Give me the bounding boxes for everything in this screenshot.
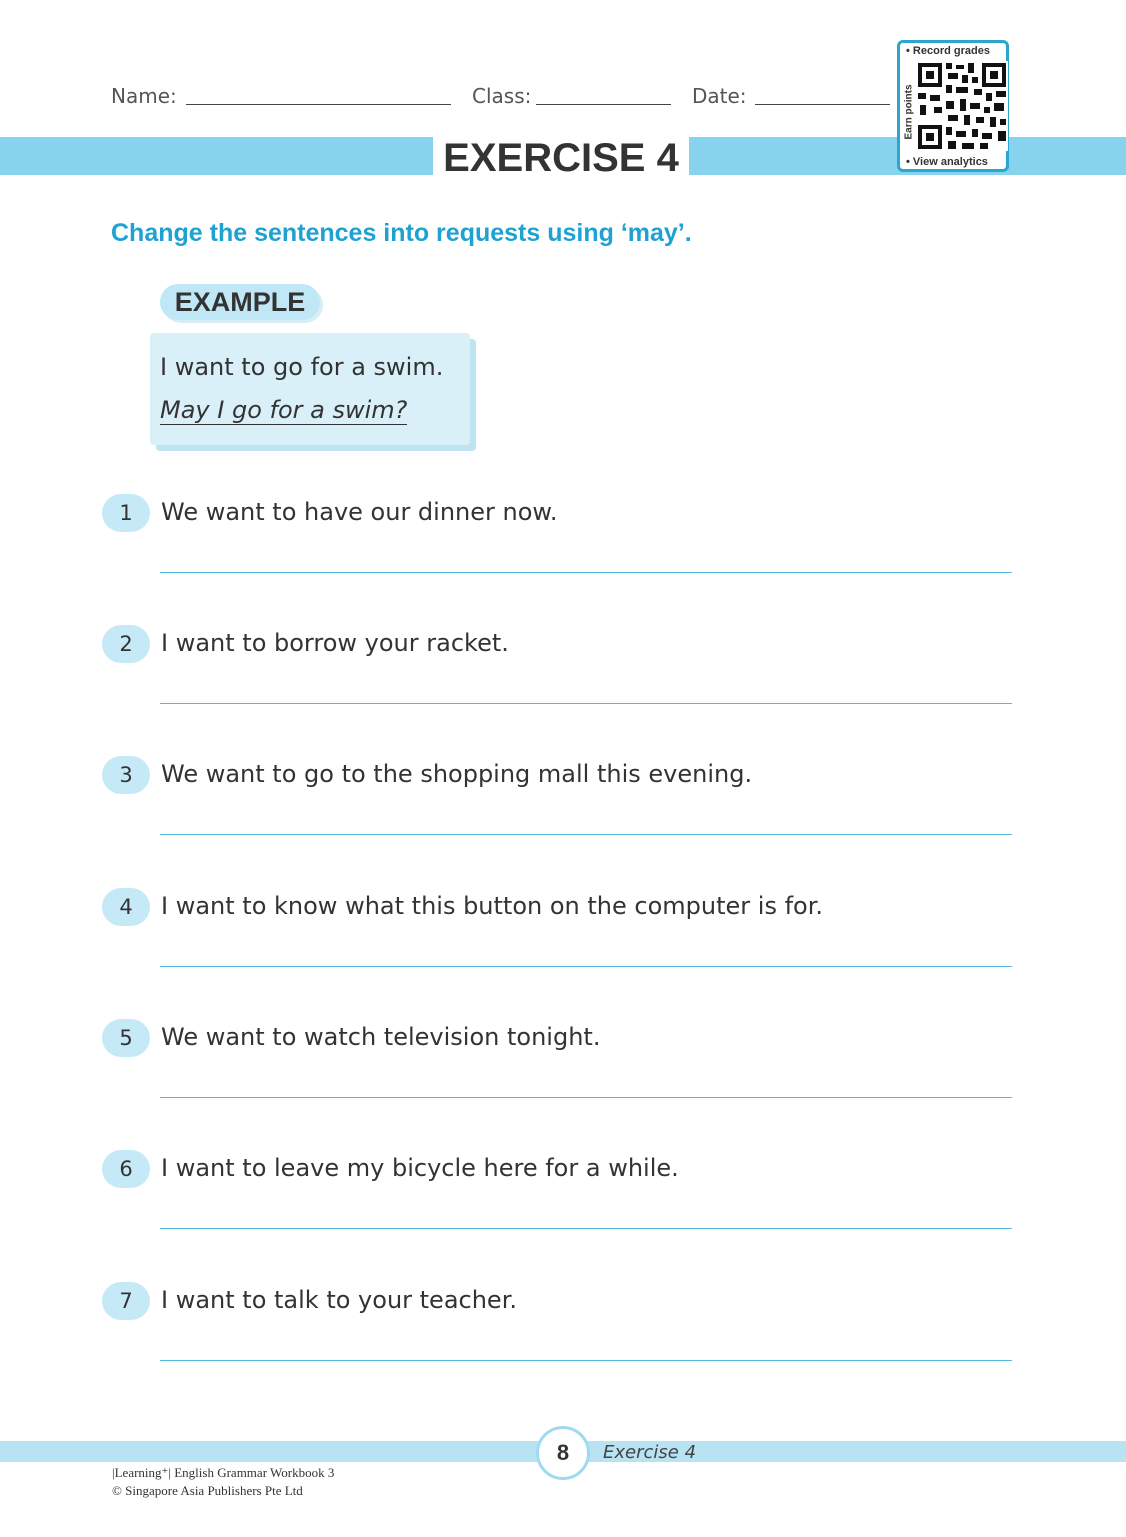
name-field[interactable] xyxy=(186,104,451,105)
example-question: I want to go for a swim. xyxy=(160,353,444,381)
answer-line[interactable] xyxy=(160,703,1012,704)
question-text: I want to borrow your racket. xyxy=(161,629,509,657)
question-number: 1 xyxy=(102,494,150,532)
answer-line[interactable] xyxy=(160,1228,1012,1229)
qr-side-label: Earn points xyxy=(903,84,915,140)
question-text: I want to know what this button on the computer is for. xyxy=(161,892,824,920)
question-text: I want to leave my bicycle here for a while. xyxy=(161,1154,679,1182)
question-text: We want to watch television tonight. xyxy=(161,1023,601,1051)
class-label: Class: xyxy=(472,84,532,108)
page-number: 8 xyxy=(536,1426,590,1480)
exercise-title: EXERCISE 4 xyxy=(433,133,689,183)
question-number: 2 xyxy=(102,625,150,663)
answer-line[interactable] xyxy=(160,572,1012,573)
title-band-left xyxy=(0,137,433,175)
answer-line[interactable] xyxy=(160,1097,1012,1098)
copyright: © Singapore Asia Publishers Pte Ltd xyxy=(112,1483,303,1498)
question-number: 7 xyxy=(102,1282,150,1320)
qr-bottom-label: • View analytics xyxy=(906,156,988,168)
date-label: Date: xyxy=(692,84,747,108)
question-number: 6 xyxy=(102,1150,150,1188)
answer-line[interactable] xyxy=(160,966,1012,967)
example-tab: EXAMPLE xyxy=(160,284,320,320)
book-title: |Learning⁺| English Grammar Workbook 3 xyxy=(112,1465,335,1480)
class-field[interactable] xyxy=(536,104,671,105)
date-field[interactable] xyxy=(755,104,890,105)
question-number: 5 xyxy=(102,1019,150,1057)
question-text: We want to go to the shopping mall this evening. xyxy=(161,760,753,788)
qr-badge[interactable] xyxy=(897,40,1009,172)
qr-code-icon xyxy=(916,61,1008,151)
question-number: 4 xyxy=(102,888,150,926)
example-answer: May I go for a swim? xyxy=(160,396,408,424)
answer-line[interactable] xyxy=(160,1360,1012,1361)
question-text: I want to talk to your teacher. xyxy=(161,1286,517,1314)
question-text: We want to have our dinner now. xyxy=(161,498,558,526)
page-label: Exercise 4 xyxy=(603,1442,697,1463)
name-label: Name: xyxy=(111,84,177,108)
qr-top-label: • Record grades xyxy=(906,45,990,57)
example-box xyxy=(150,333,470,445)
question-number: 3 xyxy=(102,756,150,794)
answer-line[interactable] xyxy=(160,834,1012,835)
instruction-text: Change the sentences into requests using ‘may’. xyxy=(111,219,692,247)
